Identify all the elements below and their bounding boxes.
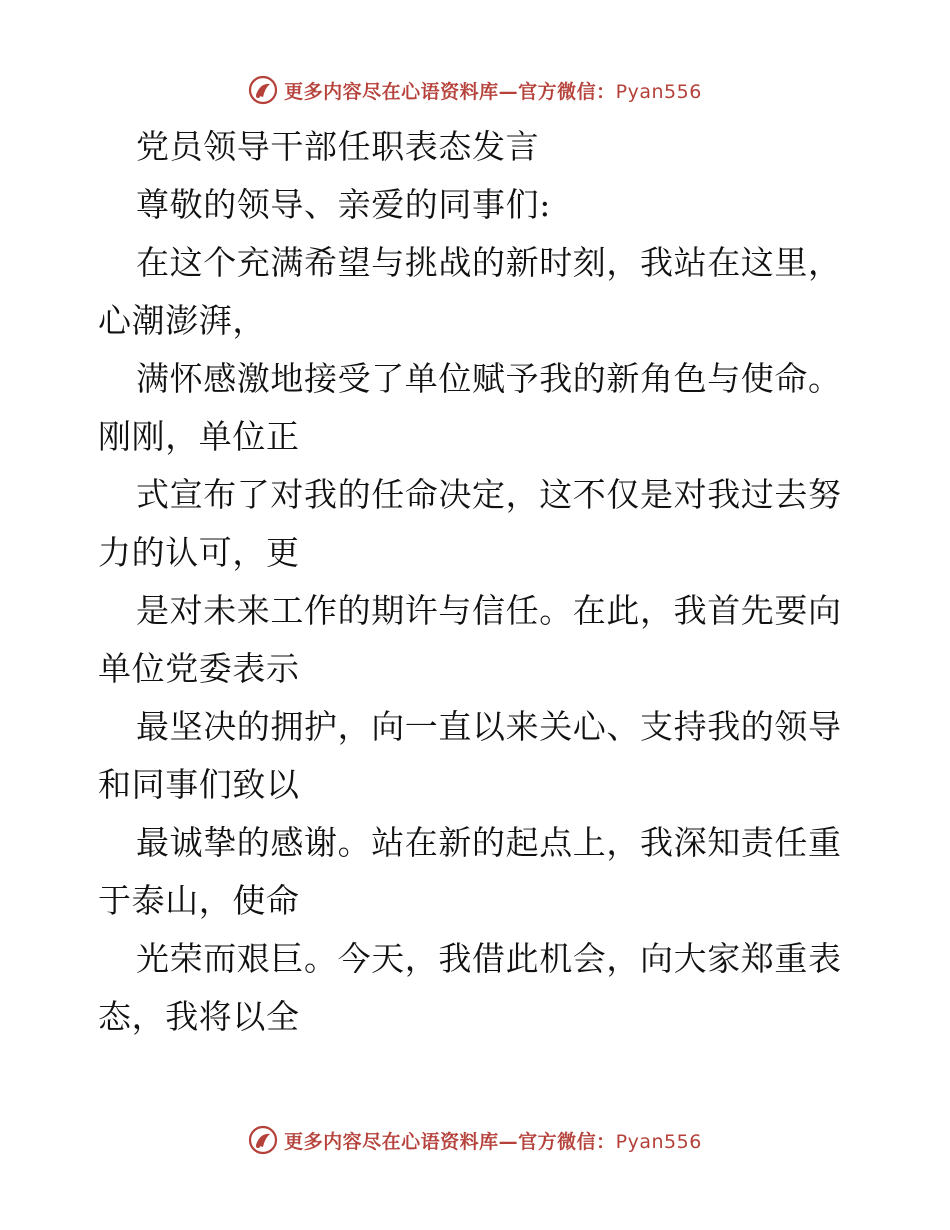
text-line: 尊敬的领导、亲爱的同事们:: [136, 185, 551, 224]
text-line: 力的认可，更: [98, 533, 300, 572]
document-body: [98, 118, 858, 1046]
text-line: 满怀感激地接受了单位赋予我的新角色与使命。: [136, 359, 842, 398]
banner-wechat-id: Pyan556: [615, 80, 702, 103]
footer-banner: [0, 1120, 950, 1160]
text-line: 单位党委表示: [98, 649, 300, 688]
banner-wechat-id: Pyan556: [615, 1130, 702, 1153]
header-banner: [0, 70, 950, 110]
text-line: 心潮澎湃，: [98, 301, 266, 340]
text-line: 态，我将以全: [98, 997, 300, 1036]
text-line: 于泰山，使命: [98, 881, 300, 920]
text-line: 光荣而艰巨。今天，我借此机会，向大家郑重表: [136, 939, 842, 978]
banner-text-cn: 更多内容尽在心语资料库—官方微信：: [284, 1130, 616, 1153]
banner-text-cn: 更多内容尽在心语资料库—官方微信：: [284, 80, 616, 103]
text-line: 是对未来工作的期许与信任。在此，我首先要向: [136, 591, 842, 630]
banner-text: [284, 1127, 702, 1154]
brand-logo-icon: [248, 75, 278, 105]
text-line: 和同事们致以: [98, 765, 300, 804]
banner-text: [284, 77, 702, 104]
text-line: 最诚挚的感谢。站在新的起点上，我深知责任重: [136, 823, 842, 862]
text-line: 最坚决的拥护，向一直以来关心、支持我的领导: [136, 707, 842, 746]
text-line: 党员领导干部任职表态发言: [136, 127, 540, 166]
text-line: 式宣布了对我的任命决定，这不仅是对我过去努: [136, 475, 842, 514]
brand-logo-icon: [248, 1125, 278, 1155]
text-line: 在这个充满希望与挑战的新时刻，我站在这里，: [136, 243, 842, 282]
text-line: 刚刚，单位正: [98, 417, 300, 456]
